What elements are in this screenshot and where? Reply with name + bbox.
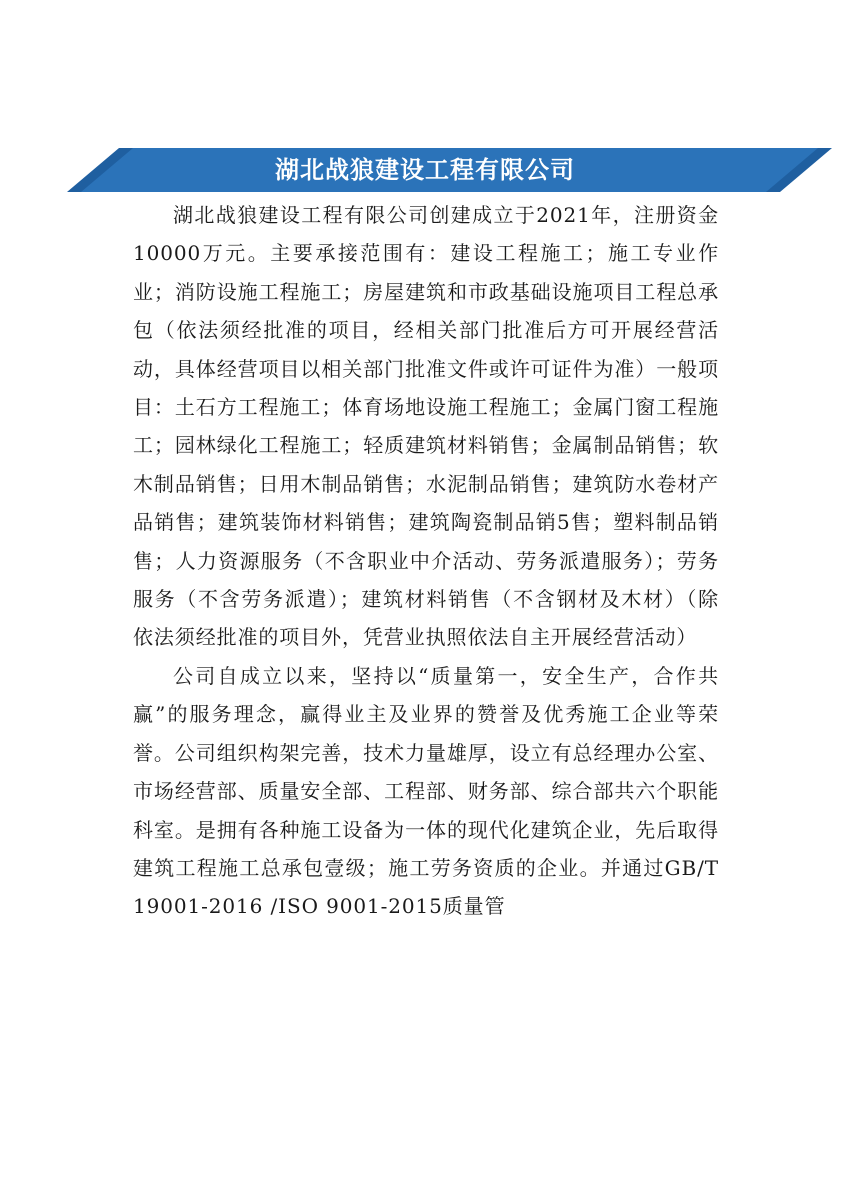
title-banner: [0, 140, 850, 200]
body-text: [133, 196, 719, 926]
company-title: 湖北战狼建设工程有限公司: [275, 156, 575, 184]
company-philosophy-paragraph: 公司自成立以来，坚持以“质量第一，安全生产，合作共赢”的服务理念，赢得业主及业界的赞誉及优秀施工企业等荣誉。公司组织构架完善，技术力量雄厚，设立有总经理办公室、市场经营部、质量安全部、工程部、财务部、综合部共六个职能科室。是拥有各种施工设备为一体的现代化建筑企业，先后取得建筑工程施工总承包壹级；施工劳务资质的企业。并通过GB/T 19001-2016 /ISO 9001-2015质量管: [133, 663, 719, 919]
company-intro-paragraph: 湖北战狼建设工程有限公司创建成立于2021年，注册资金10000万元。主要承接范围有：建设工程施工；施工专业作业；消防设施工程施工；房屋建筑和市政基础设施项目工程总承包（依法须经批准的项目，经相关部门批准后方可开展经营活动，具体经营项目以相关部门批准文件或许可证件为准）一般项目：土石方工程施工；体育场地设施工程施工；金属门窗工程施工；园林绿化工程施工；轻质建筑材料销售；金属制品销售；软木制品销售；日用木制品销售；水泥制品销售；建筑防水卷材产品销售；建筑装饰材料销售；建筑陶瓷制品销5售；塑料制品销售；人力资源服务（不含职业中介活动、劳务派遣服务）；劳务服务（不含劳务派遣）；建筑材料销售（不含钢材及木材）（除依法须经批准的项目外，凭营业执照依法自主开展经营活动）: [133, 203, 719, 650]
